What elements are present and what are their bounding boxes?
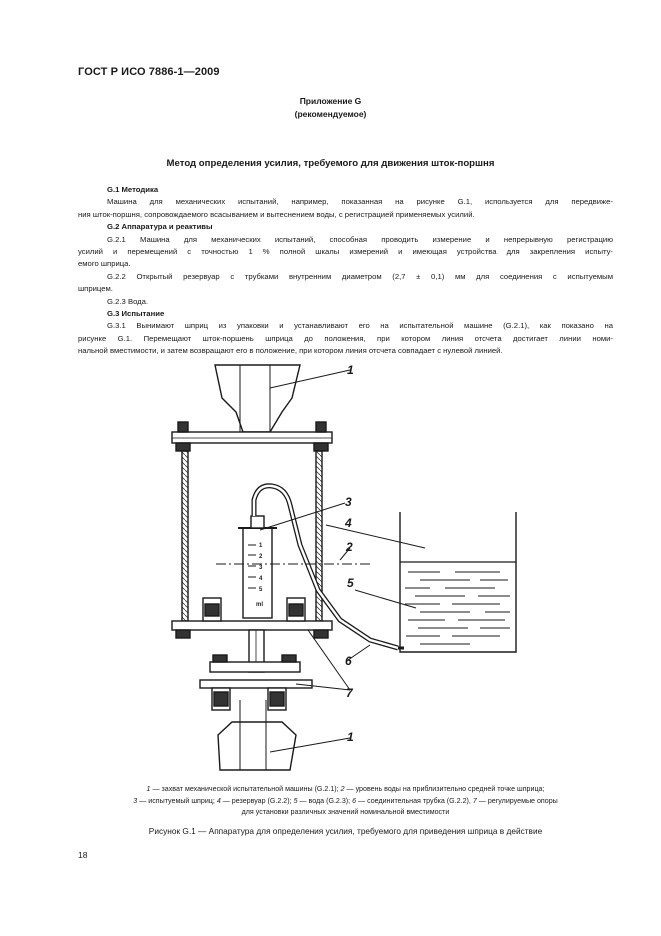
paragraph-line: рисунке G.1. Перемещают шток-поршень шприца до положения, при котором линия отсчета достигает линии номи- (78, 333, 613, 343)
scale-mark: 1 (259, 543, 263, 549)
paragraph-line: ния шток-поршня, сопровождаемого всасыванием и вытеснением воды, с регистрацией применяемых усилий. (78, 209, 475, 219)
legend-line: 3 — испытуемый шприц; 4 — резервуар (G.2.2); 5 — вода (G.2.3); 6 — соединительная трубка (G.2.2), 7 — регулируемые опоры (133, 796, 558, 805)
callout-3: 3 (345, 495, 352, 509)
upper-grip (215, 365, 300, 432)
scale-mark: 2 (259, 554, 263, 560)
document-header: ГОСТ Р ИСО 7886-1—2009 (78, 66, 220, 78)
paragraph-line: G.2.3 Вода. (107, 296, 149, 306)
figure-caption: Рисунок G.1 — Аппаратура для определения усилия, требуемого для приведения шприца в действие (148, 826, 543, 836)
paragraph-line: емого шприца. (78, 259, 131, 269)
legend-line: 1 — захват механической испытательной машины (G.2.1); 2 — уровень воды на приблизительно средней точке шприца; (146, 785, 545, 793)
scale-mark: 4 (259, 576, 263, 582)
reservoir (400, 512, 516, 652)
section-g1 (78, 184, 613, 358)
paragraph-line: Машина для механических испытаний, например, показанная на рисунке G.1, используется для передвиже- (107, 197, 613, 207)
section-heading-g2: G.2 Аппаратура и реактивы (107, 222, 213, 232)
section-heading-g1: G.1 Методика (107, 185, 159, 194)
paragraph-line: усилий и перемещений с точностью 1 % полной шкалы измерений и имеющая устройства для закрепления испыту- (78, 247, 613, 257)
leader-7a (308, 630, 350, 690)
paragraph-line: G.2.2 Открытый резервуар с трубками внутренним диаметром (2,7 ± 0,1) мм для соединения с испытуемым (107, 271, 613, 281)
paragraph-line: G.2.1 Машина для механических испытаний, способная проводить измерение и непрерывную регистрацию (107, 234, 613, 244)
lower-crossbar (172, 621, 332, 630)
scale-mark: 5 (259, 587, 263, 593)
tie-rod-left (182, 451, 188, 621)
scale-mark: ml (256, 602, 264, 608)
scale-mark: 3 (259, 565, 263, 571)
lower-grip (218, 722, 296, 770)
top-crossbar (172, 432, 332, 443)
paragraph-line: G.3.1 Вынимают шприц из упаковки и устанавливают его на испытательной машине (G.2.1), как показано на (107, 321, 613, 331)
paragraph-line: шприцем. (78, 284, 113, 294)
callout-6: 6 (345, 654, 352, 668)
figure-legend (78, 784, 613, 819)
callout-5: 5 (347, 576, 354, 590)
callout-1-top: 1 (347, 363, 354, 377)
paragraph-line: нальной вместимости, и затем возвращают его в положение, при котором линия отсчета совпадает с нулевой линией. (78, 346, 503, 356)
page-number: 18 (78, 850, 88, 860)
callout-1-bottom: 1 (347, 730, 354, 744)
annex-main-title: Метод определения усилия, требуемого для движения шток-поршня (166, 158, 495, 169)
annex-subtitle: (рекомендуемое) (294, 109, 367, 119)
callout-4: 4 (345, 516, 352, 530)
annex-title: Приложение G (299, 96, 362, 106)
figure-g1-apparatus (0, 360, 661, 780)
callout-2: 2 (346, 540, 353, 554)
legend-line: для установки различных значений номинальной вместимости (241, 808, 450, 816)
section-heading-g3: G.3 Испытание (107, 309, 165, 319)
callout-7: 7 (346, 686, 353, 700)
